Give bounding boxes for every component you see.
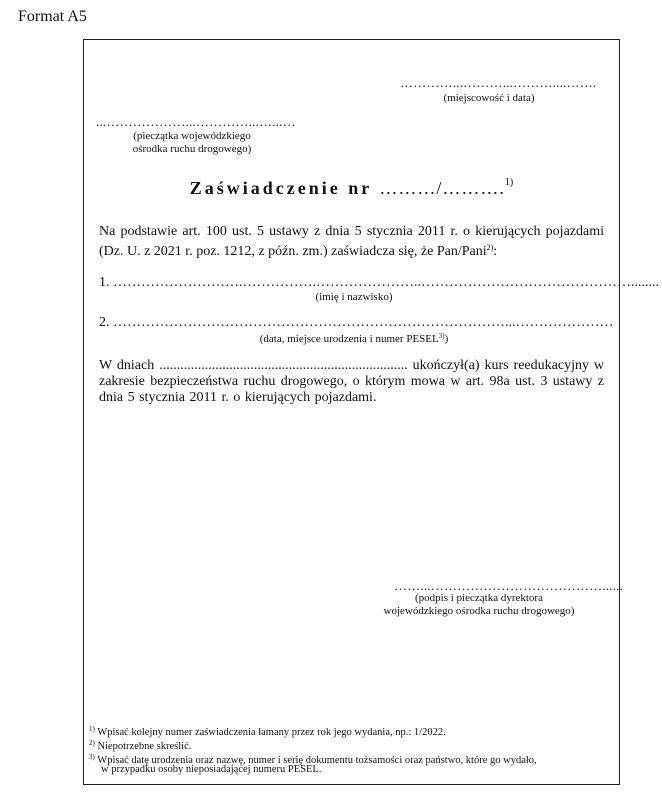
stamp-line: ...………………...…………...…...… xyxy=(96,114,296,129)
stamp-caption-line2: ośrodka ruchu drogowego) xyxy=(132,143,252,155)
title-number-dots: ………/………. xyxy=(379,178,505,198)
field2-number: 2. xyxy=(99,315,110,330)
intro-footnote-ref: 2) xyxy=(486,243,494,252)
certificate-form xyxy=(83,39,659,785)
name-field-caption: (imię i nazwisko) xyxy=(315,291,393,303)
field1-dots: ……………………….…………….…………………..………………………………………........ xyxy=(113,275,659,290)
completion-paragraph xyxy=(99,358,604,406)
footnote-2-ref: 2) xyxy=(89,739,95,747)
name-field-line xyxy=(99,275,659,291)
title-footnote-ref: 1) xyxy=(504,177,514,188)
footnote-3-text: Wpisać datę urodzenia oraz nazwę, numer i serię dokumentu tożsamości oraz państwo, które go wydało, xyxy=(97,755,537,766)
signature-line: ……...…………………………………...... xyxy=(394,578,624,593)
field2-caption-suffix: ) xyxy=(444,333,449,345)
intro-suffix: : xyxy=(493,244,498,259)
signature-caption-line2: wojewódzkiego ośrodka ruchu drogowego) xyxy=(383,605,575,617)
footnote-3-ref: 3) xyxy=(89,753,95,761)
field2-caption-text: (data, miejsce urodzenia i numer PESEL xyxy=(259,333,439,345)
field2-dots: …………………………………………………………………………...………………… xyxy=(113,315,614,330)
place-date-line: …………...………...………....……. xyxy=(400,75,597,90)
place-date-caption: (miejscowość i data) xyxy=(443,92,535,104)
footnote-1-ref: 1) xyxy=(89,725,95,733)
intro-text: Na podstawie art. 100 ust. 5 ustawy z dnia 5 stycznia 2011 r. o kierujących pojazdami (Dz. U. z 2021 r. poz. 1212, z późn. zm.) zaświadcza się, że Pan/Pani xyxy=(99,224,604,259)
title-text: Zaświadczenie nr xyxy=(189,178,372,198)
field2-caption-ref: 3) xyxy=(438,332,445,340)
footnote-1-text: Wpisać kolejny numer zaświadczenia łamany przez rok jego wydania, np.: 1/2022. xyxy=(97,727,446,738)
completion-text: ukończył(a) kurs reedukacyjny w zakresie bezpieczeństwa ruchu drogowego, o którym mowa w art. 98a ust. 3 ustawy z dnia 5 stycznia 2011 r. o kierujących pojazdami. xyxy=(99,358,605,405)
format-label: Format A5 xyxy=(18,8,87,25)
birth-pesel-field-line xyxy=(99,315,614,331)
intro-paragraph xyxy=(99,224,604,260)
footnote-2-text: Niepotrzebne skreślić. xyxy=(97,741,192,752)
document-title xyxy=(84,177,619,199)
completion-prefix: W dniach xyxy=(99,358,155,373)
stamp-caption-line1: (pieczątka wojewódzkiego xyxy=(133,130,251,142)
footnote-3-continuation: w przypadku osoby nieposiadającej numeru PESEL. xyxy=(101,764,322,775)
signature-caption-line1: (podpis i pieczątka dyrektora xyxy=(415,592,543,604)
birth-pesel-caption xyxy=(194,332,514,345)
completion-dots: ....................................................................... xyxy=(159,358,408,373)
field1-number: 1. xyxy=(99,275,110,290)
